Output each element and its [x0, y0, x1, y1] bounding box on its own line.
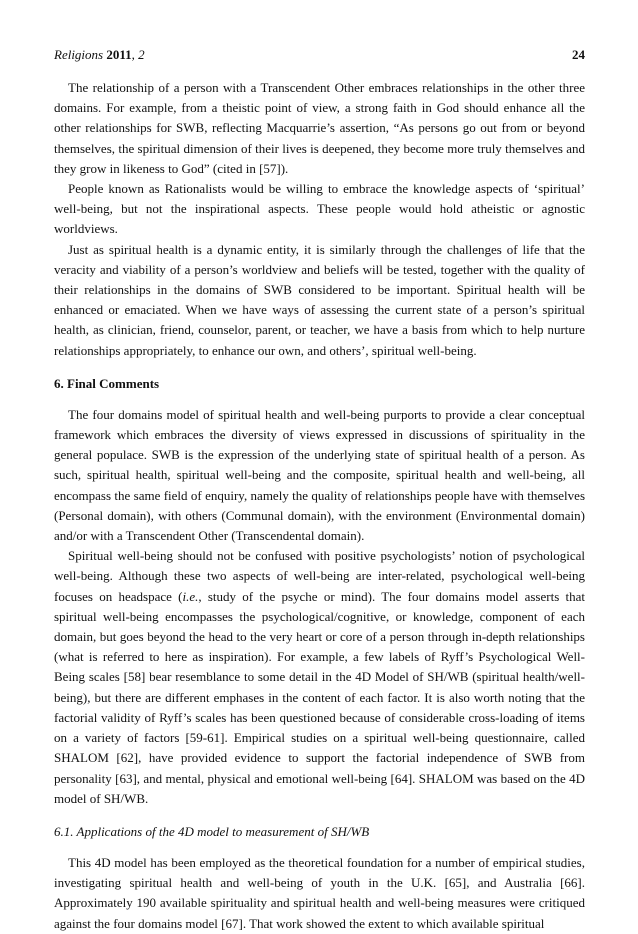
subsection-heading: 6.1. Applications of the 4D model to measurement of SH/WB [54, 823, 370, 839]
paragraph [54, 546, 585, 809]
paragraph: People known as Rationalists would be willing to embrace the knowledge aspects of ‘spiritual’ well-being, but not the inspirational aspects. These people would hold atheistic or agnostic worldviews. [54, 181, 585, 237]
paragraph-text: Spiritual well-being should not be confused with positive psychologists’ notion of psychological well-being. Although these two aspects of well-being are inter-related, psychological well-being focuses on headspace ( [54, 548, 585, 604]
journal-name: Religions [54, 47, 104, 62]
article-body [54, 78, 585, 934]
running-header [54, 47, 585, 63]
journal-citation: Religions 2011, 2 [54, 47, 145, 62]
journal-year: 2011 [106, 47, 132, 62]
section-heading: 6. Final Comments [54, 375, 160, 391]
paragraph-italic-text: i.e. [182, 588, 199, 604]
paragraph: This 4D model has been employed as the theoretical foundation for a number of empirical studies, investigating spiritual health and well-being of youth in the U.K. [65], and Australia [66]. Approximately 190 available spirituality and spiritual health and well-being measures were critiqued against the four domains model [67]. That work showed the extent to which available spiritual [54, 854, 585, 931]
paragraph-text: , study of the psyche or mind). The four domains model asserts that spiritual well-being encompasses the psychological/cognitive, or knowledge, component of each domain, but goes beyond the head to the very heart or core of a person through in-depth relationships (what is referred to here as inspiration). For example, a few labels of Ryff’s Psychological Well-Being scales [58] bear resemblance to some detail in the 4D Model of SH/WB (spiritual health/well-being), but there are different emphases in the content of each factor. It is also worth noting that the factorial validity of Ryff’s scales has been questioned because of considerable cross-loading of items on a variety of factors [59-61]. Empirical studies on a spiritual well-being questionnaire, called SHALOM [62], have provided evidence to support the factorial independence of SWB from personality [63], and mental, physical and emotional well-being [64]. SHALOM was based on the 4D model of SH/WB. [54, 588, 585, 806]
paragraph: The relationship of a person with a Transcendent Other embraces relationships in the other three domains. For example, from a theistic point of view, a strong faith in God should enhance all the other relationships for SWB, reflecting Macquarrie’s assertion, “As persons go out from or beyond themselves, the spiritual dimension of their lives is deepened, they become more truly themselves and they grow in likeness to God” (cited in [57]). [54, 80, 585, 176]
paragraph: The four domains model of spiritual health and well-being purports to provide a clear conceptual framework which embraces the diversity of views expressed in discussions of spirituality in the general populace. SWB is the expression of the underlying state of spiritual health of a person. As such, spiritual health, spiritual well-being and the composite, spiritual health and well-being, all encompass the same field of enquiry, namely the quality of relationships people have with themselves (Personal domain), with others (Communal domain), with the environment (Environmental domain) and/or with a Transcendent Other (Transcendental domain). [54, 406, 585, 544]
paragraph: Just as spiritual health is a dynamic entity, it is similarly through the challenges of life that the veracity and viability of a person’s worldview and beliefs will be tested, together with the quality of their relationships in the domains of SWB considered to be important. Spiritual health will be enhanced or emaciated. When we have ways of assessing the current state of a person’s spiritual health, as clinician, friend, counselor, parent, or teacher, we have a basis from which to help nurture relationships appropriately, to enhance our own, and others’, spiritual well-being. [54, 241, 585, 358]
journal-volume: 2 [138, 47, 145, 62]
page-number: 24 [572, 47, 585, 62]
